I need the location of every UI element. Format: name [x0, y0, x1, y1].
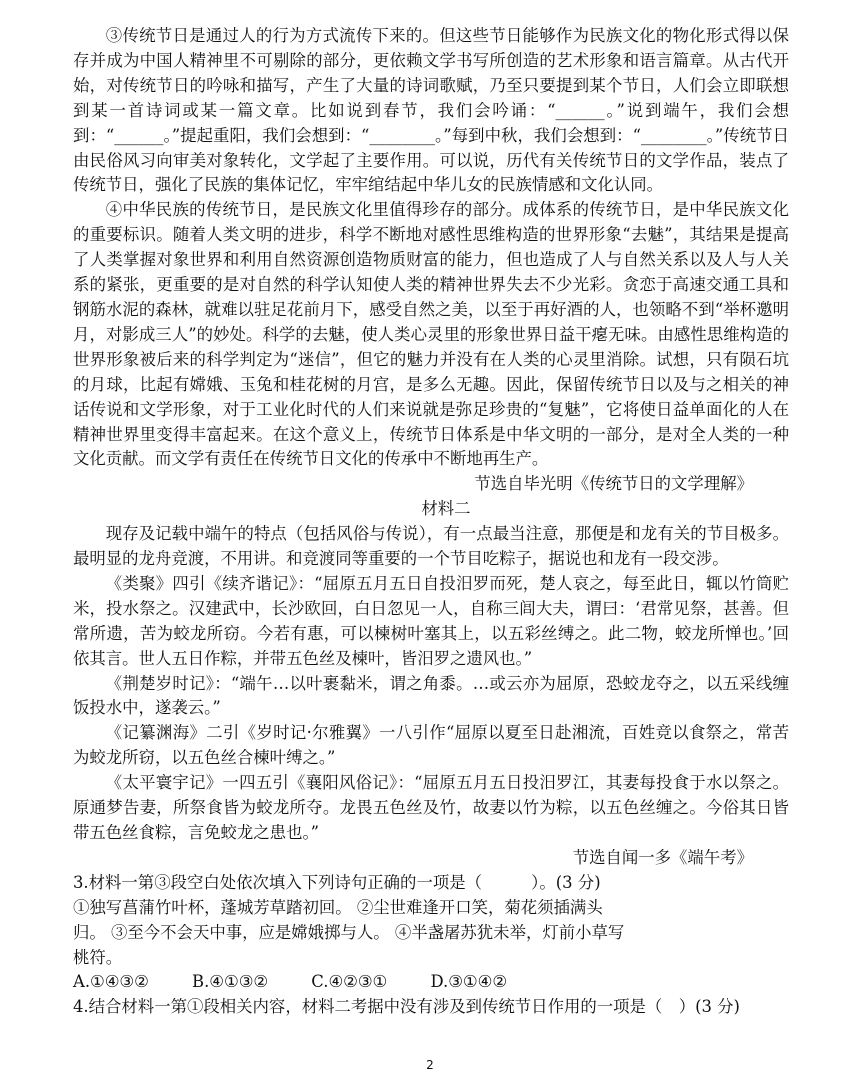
- material2-quote-2: 《荆楚岁时记》：“端午…以叶裹黏米，谓之角黍。…或云亦为屈原，恐蛟龙夺之，以五采线缠饭投水中，遂袭云。”: [73, 673, 789, 718]
- question-4-stem: 4.结合材料一第①段相关内容，材料二考据中没有涉及到传统节日作用的一项是（ ）(3 分): [73, 997, 740, 1017]
- material1-paragraph-3: ③传统节日是通过人的行为方式流传下来的。但这些节日能够作为民族文化的物化形式得以保存并成为中国人精神里不可剔除的部分，更依赖文学书写所创造的艺术形象和语言篇章。从古代开始，对传统节日的吟咏和描写，产生了大量的诗词歌赋，乃至只要提到某个节日，人们会立即联想到某一首诗词或某一篇文章。比如说到春节，我们会吟诵：“______。”说到端午，我们会想到：“______。”提起重阳，我们会想到：“________。”每到中秋，我们会想到：“________。”传统节日由民俗风习向审美对象转化，文学起了主要作用。可以说，历代有关传统节日的文学作品，装点了传统节日，强化了民族的集体记忆，牢牢绾结起中华儿女的民族情感和文化认同。: [73, 26, 789, 195]
- material1-paragraph-4: ④中华民族的传统节日，是民族文化里值得珍存的部分。成体系的传统节日，是中华民族文化的重要标识。随着人类文明的进步，科学不断地对感性思维构造的世界形象“去魅”，其结果是提高了人类掌握对象世界和利用自然资源创造物质财富的能力，但也造成了人与自然关系以及人与人关系的紧张，更重要的是对自然的科学认知使人类的精神世界失去不少光彩。贪恋于高速交通工具和钢筋水泥的森林，就难以驻足花前月下，感受自然之美，以至于再好酒的人，也领略不到“举杯邀明月，对影成三人”的妙处。科学的去魅，使人类心灵里的形象世界日益干瘪无味。由感性思维构造的世界形象被后来的科学判定为“迷信”，但它的魅力并没有在人类的心灵里消除。试想，只有陨石坑的月球，比起有嫦娥、玉兔和桂花树的月宫，是多么无趣。因此，保留传统节日以及与之相关的神话传说和文学形象，对于工业化时代的人们来说就是弥足珍贵的“复魅”，它将使日益单面化的人在精神世界里变得丰富起来。在这个意义上，传统节日体系是中华文明的一部分，是对全人类的一种文化贡献。而文学有责任在传统节日文化的传承中不断地再生产。: [73, 200, 789, 469]
- question-3-poems: ①独写菖蒲竹叶杯，蓬城芳草踏初回。 ②尘世难逢开口笑，菊花须插满头归。 ③至今不会天中事，应是嫦娥掷与人。 ④半盏屠苏犹未举，灯前小草写桃符。: [73, 897, 625, 967]
- material2-quote-3: 《记纂渊海》二引《岁时记·尔雅翼》一八引作“屈原以夏至日赴湘流，百姓竞以食祭之，常苦为蛟龙所窃，以五色丝合楝叶缚之。”: [73, 723, 789, 768]
- page-number: 2: [426, 1058, 434, 1072]
- option-a: A.①④③②: [73, 972, 149, 992]
- material2-heading: 材料二: [421, 499, 471, 519]
- material2-quote-1: 《类聚》四引《续齐谐记》：“屈原五月五日自投汨罗而死，楚人哀之，每至此日，辄以竹筒贮米，投水祭之。汉建武中，长沙欧回，白日忽见一人，自称三闾大夫，谓曰：‘君常见祭，甚善。但常所遗，苦为蛟龙所窃。今若有惠，可以楝树叶塞其上，以五彩丝缚之。此二物，蛟龙所惮也。’回依其言。世人五日作粽，并带五色丝及楝叶，皆汨罗之遗风也。”: [73, 573, 789, 668]
- document-page: [73, 24, 789, 1020]
- material1-source: 节选自毕光明《传统节日的文学理解》: [474, 474, 753, 494]
- material2-source: 节选自闻一多《端午考》: [572, 847, 753, 867]
- material2-intro: 现存及记载中端午的特点（包括风俗与传说），有一点最当注意，那便是和龙有关的节目极多。最明显的龙舟竞渡，不用讲。和竞渡同等重要的一个节目吃粽子，据说也和龙有一段交涉。: [73, 524, 789, 569]
- question-3-options: [73, 970, 789, 995]
- question-3-stem: 3.材料一第③段空白处依次填入下列诗句正确的一项是（ ）。(3 分): [73, 872, 601, 892]
- option-c: C.④②③①: [311, 972, 388, 992]
- option-b: B.④①③②: [192, 972, 269, 992]
- option-d: D.③①④②: [430, 972, 508, 992]
- material2-quote-4: 《太平寰宇记》一四五引《襄阳风俗记》：“屈原五月五日投汨罗江，其妻每投食于水以祭之。原通梦告妻，所祭食皆为蛟龙所夺。龙畏五色丝及竹，故妻以竹为粽，以五色丝缠之。今俗其日皆带五色丝食粽，言免蛟龙之患也。”: [73, 773, 789, 842]
